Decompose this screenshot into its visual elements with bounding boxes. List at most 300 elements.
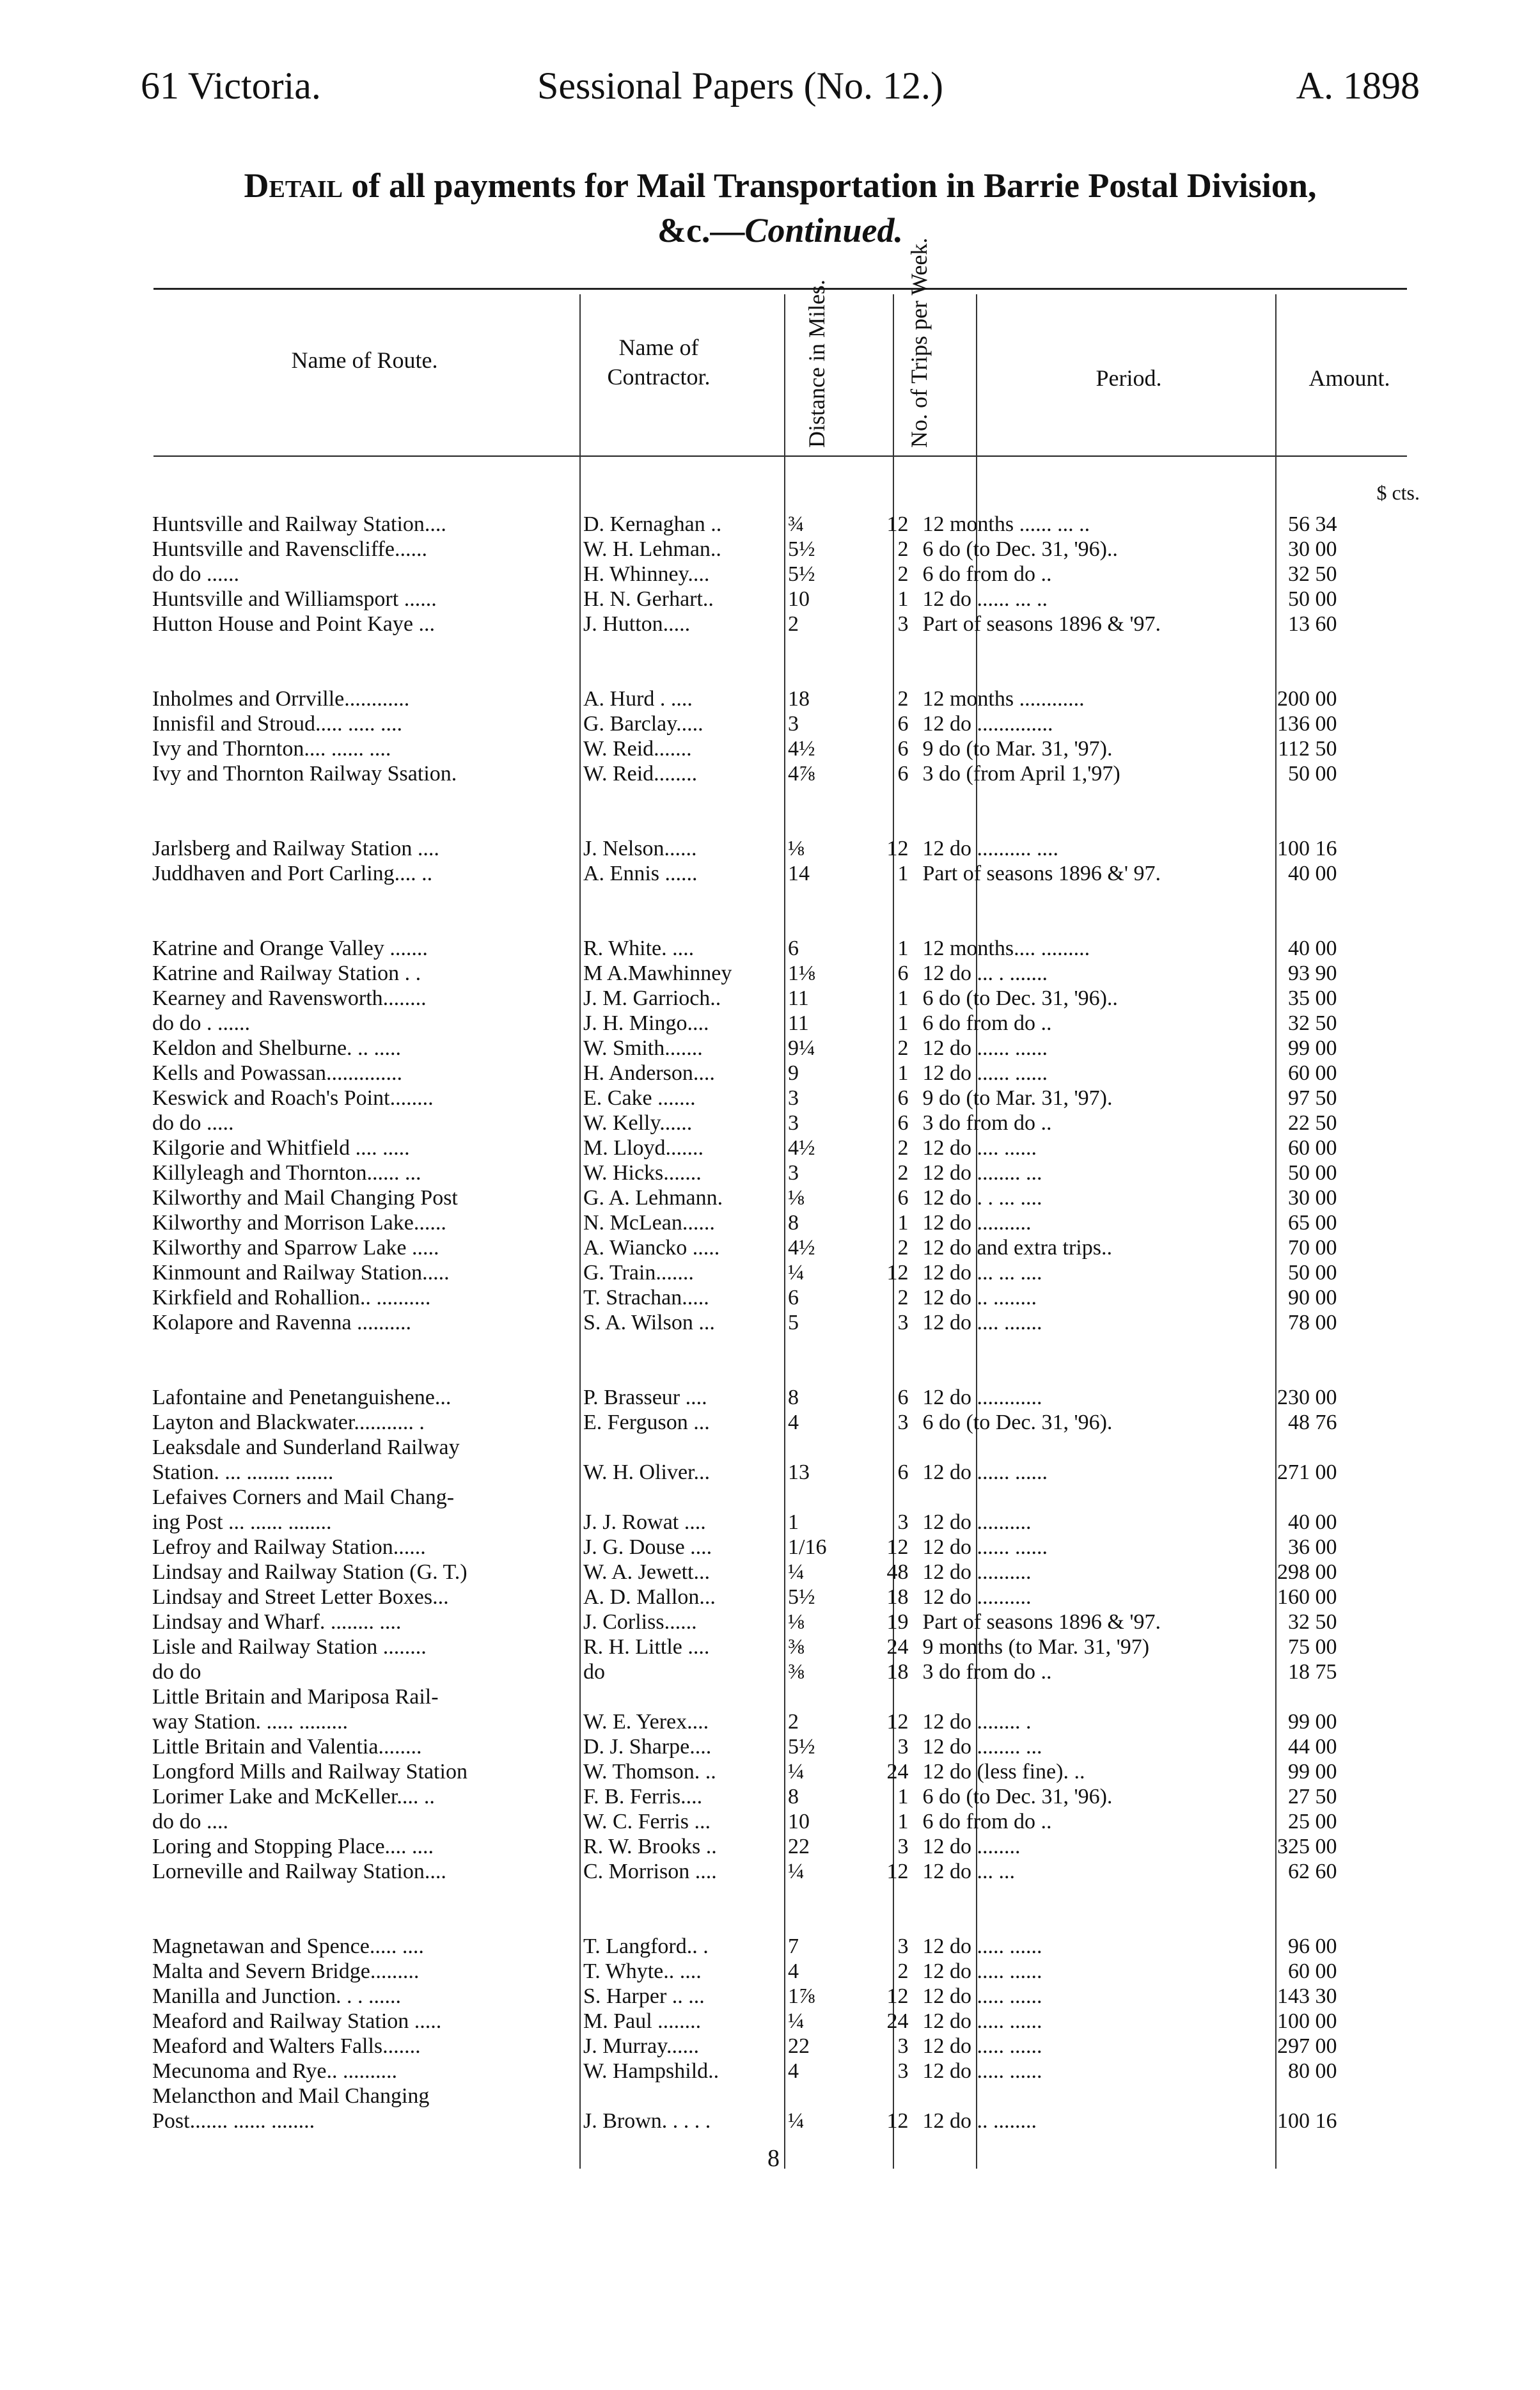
cell-route: Lindsay and Street Letter Boxes...	[152, 1585, 449, 1609]
table-row	[152, 1410, 1337, 1435]
cell-route: Magnetawan and Spence..... ....	[152, 1935, 424, 1958]
cell-amount: 65 00	[1287, 1211, 1337, 1235]
cell-route: Malta and Severn Bridge.........	[152, 1959, 420, 1983]
group-spacer	[152, 786, 1337, 836]
cell-amount: 70 00	[1287, 1236, 1337, 1260]
cell-contractor	[578, 1485, 783, 1510]
table-row	[152, 1136, 1337, 1160]
table-row	[152, 686, 1337, 711]
cell-route: Huntsville and Williamsport ......	[152, 587, 437, 611]
cell-contractor: R. W. Brooks ..	[583, 1835, 717, 1858]
cell-contractor: W. A. Jewett...	[583, 1560, 711, 1584]
cell-contractor: W. Hicks.......	[583, 1161, 702, 1185]
cell-period: 12 do ............	[922, 1386, 1042, 1409]
cell-route: Keswick and Roach's Point........	[152, 1086, 434, 1110]
cell-amount: 36 00	[1287, 1535, 1337, 1559]
table-row	[152, 1834, 1337, 1859]
table-row	[152, 1659, 1337, 1684]
table-row	[152, 2009, 1337, 2034]
cell-contractor: W. H. Oliver...	[583, 1460, 711, 1484]
cell-trips: 2	[897, 1136, 909, 1160]
cell-contractor: W. Hampshild..	[583, 2059, 719, 2083]
cell-route: Mecunoma and Rye.. ..........	[152, 2059, 397, 2083]
table-row	[152, 1485, 1337, 1510]
cell-period: 12 do ... . .......	[922, 962, 1048, 985]
cell-route: Meaford and Walters Falls.......	[152, 2034, 421, 2058]
cell-period: 6 do (to Dec. 31, '96).	[922, 1411, 1113, 1434]
cell-contractor: P. Brasseur ....	[583, 1386, 707, 1409]
cell-contractor: J. Brown. . . . .	[583, 2109, 711, 2133]
cell-contractor: J. Nelson......	[583, 837, 697, 860]
cell-contractor: T. Langford.. .	[583, 1935, 709, 1958]
cell-trips: 2	[897, 1036, 909, 1060]
cell-amount: 32 50	[1287, 1011, 1337, 1035]
cell-contractor: G. Barclay.....	[583, 712, 703, 736]
cell-trips: 3	[897, 612, 909, 636]
cell-route: Ivy and Thornton.... ...... ....	[152, 737, 391, 761]
cell-distance: ⅛	[788, 1186, 805, 1210]
cell-period: 12 do ... ... ....	[922, 1261, 1042, 1285]
cell-amount: 60 00	[1287, 1061, 1337, 1085]
cell-contractor: A. D. Mallon...	[583, 1585, 716, 1609]
cell-contractor: J. Corliss......	[583, 1610, 697, 1634]
cell-amount: 40 00	[1287, 1510, 1337, 1534]
cell-trips: 19	[886, 1610, 909, 1634]
cell-period: 9 do (to Mar. 31, '97).	[922, 737, 1113, 761]
cell-period: 3 do from do ..	[922, 1660, 1052, 1684]
cell-trips: 1	[897, 1211, 909, 1235]
cell-contractor: M. Lloyd.......	[583, 1136, 703, 1160]
cell-trips: 12	[886, 1261, 909, 1285]
cell-distance: 4½	[788, 737, 815, 761]
cell-trips: 24	[886, 1760, 909, 1784]
cell-contractor: W. Thomson. ..	[583, 1760, 716, 1784]
cell-route: Leaksdale and Sunderland Railway	[152, 1436, 460, 1459]
cell-contractor	[578, 2084, 783, 2109]
table-row	[152, 2034, 1337, 2059]
cell-distance	[783, 1684, 826, 1709]
cell-amount: 78 00	[1287, 1311, 1337, 1334]
cell-amount: 90 00	[1287, 1286, 1337, 1310]
cell-period: 12 do .. ........	[922, 1286, 1037, 1310]
cell-amount: 271 00	[1277, 1460, 1337, 1484]
table-row	[152, 711, 1337, 736]
cell-trips	[826, 1435, 917, 1460]
cell-route: Katrine and Railway Station . .	[152, 962, 421, 985]
cell-period: 12 do . . ... ....	[922, 1186, 1042, 1210]
cell-period: 6 do (to Dec. 31, '96)..	[922, 537, 1118, 561]
cell-contractor: D. J. Sharpe....	[583, 1735, 712, 1759]
cell-amount: 56 34	[1287, 512, 1337, 536]
cell-route: Kells and Powassan..............	[152, 1061, 402, 1085]
cell-distance	[783, 1485, 826, 1510]
cell-trips: 12	[886, 2109, 909, 2133]
cell-trips: 12	[886, 837, 909, 860]
cell-trips: 2	[897, 1236, 909, 1260]
cell-trips: 1	[897, 1061, 909, 1085]
cell-trips: 2	[897, 1161, 909, 1185]
table-row	[152, 936, 1337, 961]
cell-distance: 11	[788, 986, 809, 1010]
cell-amount: 30 00	[1287, 1186, 1337, 1210]
cell-contractor: S. Harper .. ...	[583, 1984, 705, 2008]
cell-distance: 8	[788, 1386, 799, 1409]
cell-trips: 1	[897, 1810, 909, 1833]
cell-period: 6 do (to Dec. 31, '96).	[922, 1785, 1113, 1808]
cell-trips: 6	[897, 962, 909, 985]
cell-amount	[1210, 1684, 1337, 1709]
cell-distance: 1⅞	[788, 1984, 815, 2008]
cell-trips: 6	[897, 1186, 909, 1210]
cell-contractor: T. Strachan.....	[583, 1286, 709, 1310]
cell-contractor: W. Reid.......	[583, 737, 692, 761]
cell-amount: 40 00	[1287, 862, 1337, 885]
cell-period: 12 months.... .........	[922, 937, 1090, 960]
cell-period: 9 months (to Mar. 31, '97)	[922, 1635, 1150, 1659]
cell-route: Kilworthy and Morrison Lake......	[152, 1211, 446, 1235]
cell-period: 12 do ... ...	[922, 1860, 1015, 1883]
cell-period: 12 do ...... ......	[922, 1535, 1048, 1559]
cell-amount: 50 00	[1287, 762, 1337, 786]
cell-contractor: T. Whyte.. ....	[583, 1959, 702, 1983]
table-row	[152, 1959, 1337, 1984]
cell-trips: 1	[897, 587, 909, 611]
cell-distance: 14	[788, 862, 810, 885]
cell-contractor: E. Cake .......	[583, 1086, 696, 1110]
table-row	[152, 587, 1337, 612]
title-etc: &c.—	[657, 211, 745, 249]
cell-route: Hutton House and Point Kaye ...	[152, 612, 435, 636]
table-row	[152, 1684, 1337, 1709]
cell-amount: 112 50	[1278, 737, 1337, 761]
cell-amount: 100 16	[1277, 837, 1337, 860]
table-row	[152, 1984, 1337, 2009]
table-row	[152, 2109, 1337, 2133]
table-row	[152, 537, 1337, 562]
cell-amount: 99 00	[1287, 1036, 1337, 1060]
cell-trips: 3	[897, 1311, 909, 1334]
col-head-trips: No. of Trips per Week.	[906, 237, 932, 448]
cell-period: 12 do ..... ......	[922, 1935, 1042, 1958]
cell-contractor	[578, 1684, 783, 1709]
cell-contractor: W. Reid........	[583, 762, 698, 786]
cell-period: 12 months ............	[922, 687, 1085, 711]
cell-contractor: S. A. Wilson ...	[583, 1311, 715, 1334]
cell-route: Kirkfield and Rohallion.. ..........	[152, 1286, 431, 1310]
table-row	[152, 986, 1337, 1011]
cell-amount: 143 30	[1277, 1984, 1337, 2008]
table-row	[152, 512, 1337, 537]
cell-trips: 3	[897, 1835, 909, 1858]
cell-distance: 1	[788, 1510, 799, 1534]
cell-distance: 4	[788, 1959, 799, 1983]
col-head-distance: Distance in Miles.	[804, 280, 829, 448]
table-row	[152, 1510, 1337, 1535]
table-title	[128, 163, 1433, 253]
cell-trips: 6	[897, 1460, 909, 1484]
table-row	[152, 1111, 1337, 1136]
cell-trips: 12	[886, 1860, 909, 1883]
spacer-cell	[152, 786, 1337, 836]
cell-amount: 80 00	[1287, 2059, 1337, 2083]
group-spacer	[152, 1335, 1337, 1385]
cell-period	[917, 2084, 1210, 2109]
table-row	[152, 1585, 1337, 1610]
cell-amount: 30 00	[1287, 537, 1337, 561]
cell-route: Post....... ...... ........	[152, 2109, 315, 2133]
cell-route: do do ....	[152, 1810, 228, 1833]
cell-contractor: W. E. Yerex....	[583, 1710, 709, 1734]
cell-amount: 297 00	[1277, 2034, 1337, 2058]
cell-period	[917, 1435, 1210, 1460]
cell-route: Little Britain and Valentia........	[152, 1735, 422, 1759]
cell-route: Inholmes and Orrville............	[152, 687, 410, 711]
cell-period: 12 months ...... ... ..	[922, 512, 1090, 536]
table-row	[152, 2059, 1337, 2084]
cell-contractor: R. White. ....	[583, 937, 695, 960]
cell-amount: 100 16	[1277, 2109, 1337, 2133]
cell-amount: 100 00	[1277, 2009, 1337, 2033]
cell-amount: 160 00	[1277, 1585, 1337, 1609]
cell-amount: 18 75	[1287, 1660, 1337, 1684]
cell-distance: 7	[788, 1935, 799, 1958]
cell-amount	[1210, 2084, 1337, 2109]
cell-amount: 35 00	[1287, 986, 1337, 1010]
cell-contractor: N. McLean......	[583, 1211, 715, 1235]
cell-distance: 11	[788, 1011, 809, 1035]
cell-amount: 32 50	[1287, 562, 1337, 586]
cell-contractor: H. N. Gerhart..	[583, 587, 714, 611]
cell-contractor: G. Train.......	[583, 1261, 694, 1285]
table-row	[152, 2084, 1337, 2109]
cell-route: Manilla and Junction. . . ......	[152, 1984, 402, 2008]
table-row	[152, 1709, 1337, 1734]
table-row	[152, 1460, 1337, 1485]
table-row	[152, 1784, 1337, 1809]
cell-distance: 1/16	[788, 1535, 827, 1559]
cell-trips: 18	[886, 1660, 909, 1684]
cell-distance: 8	[788, 1211, 799, 1235]
col-head-amount: Amount.	[1308, 365, 1390, 391]
cell-route: Kinmount and Railway Station.....	[152, 1261, 450, 1285]
table-row	[152, 1260, 1337, 1285]
cell-contractor: J. H. Mingo....	[583, 1011, 709, 1035]
cell-route: Layton and Blackwater........... .	[152, 1411, 425, 1434]
cell-trips: 1	[897, 937, 909, 960]
cell-period: 12 do ..........	[922, 1211, 1032, 1235]
cell-route: Katrine and Orange Valley .......	[152, 937, 428, 960]
cell-amount: 22 50	[1287, 1111, 1337, 1135]
cell-distance: ¼	[788, 1560, 805, 1584]
cell-trips: 3	[897, 2034, 909, 2058]
cell-amount: 99 00	[1287, 1710, 1337, 1734]
cell-trips	[826, 2084, 917, 2109]
cell-trips: 1	[897, 1011, 909, 1035]
cell-contractor: H. Whinney....	[583, 562, 710, 586]
table-row	[152, 612, 1337, 637]
table-row	[152, 836, 1337, 861]
cell-amount: 50 00	[1287, 587, 1337, 611]
cell-distance: 3	[788, 1161, 799, 1185]
top-rule	[153, 288, 1407, 290]
cell-amount: 48 76	[1287, 1411, 1337, 1434]
cell-period: Part of seasons 1896 & '97.	[922, 612, 1161, 636]
cell-route: Innisfil and Stroud..... ..... ....	[152, 712, 402, 736]
cell-trips: 12	[886, 1535, 909, 1559]
cell-amount: 62 60	[1287, 1860, 1337, 1883]
cell-distance: 5½	[788, 1735, 815, 1759]
cell-amount: 93 90	[1287, 962, 1337, 985]
cell-distance: 22	[788, 2034, 810, 2058]
table-row	[152, 1285, 1337, 1310]
table-row	[152, 1160, 1337, 1185]
cell-distance: 3	[788, 1086, 799, 1110]
cell-period: 12 do ..... ......	[922, 2034, 1042, 2058]
cell-contractor: W. Kelly......	[583, 1111, 693, 1135]
table-row	[152, 1310, 1337, 1335]
cell-period: Part of seasons 1896 & '97.	[922, 1610, 1161, 1634]
cell-route: Little Britain and Mariposa Rail-	[152, 1685, 439, 1709]
cell-route: Lefaives Corners and Mail Chang-	[152, 1485, 455, 1509]
cell-period: 6 do from do ..	[922, 1810, 1052, 1833]
cell-distance: 5½	[788, 537, 815, 561]
cell-distance: ¼	[788, 1860, 805, 1883]
cell-distance: 4	[788, 2059, 799, 2083]
cell-route: do do ......	[152, 562, 239, 586]
cell-contractor: R. H. Little ....	[583, 1635, 710, 1659]
cell-amount	[1210, 1485, 1337, 1510]
cell-amount: 97 50	[1287, 1086, 1337, 1110]
cell-route: Ivy and Thornton Railway Ssation.	[152, 762, 457, 786]
cell-amount: 40 00	[1287, 937, 1337, 960]
cell-period: 12 do ...... ......	[922, 1036, 1048, 1060]
cell-period: 12 do ..........	[922, 1510, 1032, 1534]
cell-trips: 2	[897, 537, 909, 561]
cell-contractor: J. M. Garrioch..	[583, 986, 721, 1010]
cell-distance: 4½	[788, 1236, 815, 1260]
cell-period: 12 do .... ......	[922, 1136, 1037, 1160]
cell-period: 12 do ...... ......	[922, 1061, 1048, 1085]
cell-period: 12 do ..........	[922, 1560, 1032, 1584]
cell-amount: 136 00	[1277, 712, 1337, 736]
cell-amount: 44 00	[1287, 1735, 1337, 1759]
cell-trips: 6	[897, 1386, 909, 1409]
cell-distance: 5½	[788, 562, 815, 586]
cell-trips: 18	[886, 1585, 909, 1609]
cell-route: Longford Mills and Railway Station	[152, 1760, 468, 1784]
cell-contractor: W. C. Ferris ...	[583, 1810, 711, 1833]
cell-amount: 230 00	[1277, 1386, 1337, 1409]
spacer-cell	[152, 1335, 1337, 1385]
col-head-period: Period.	[1096, 365, 1162, 391]
cell-period: 12 do ..............	[922, 712, 1053, 736]
cell-distance	[783, 1435, 826, 1460]
cell-distance: 4	[788, 1411, 799, 1434]
cell-distance: 6	[788, 937, 799, 960]
cell-amount: 96 00	[1287, 1935, 1337, 1958]
cell-amount: 60 00	[1287, 1136, 1337, 1160]
cell-distance: ¾	[788, 512, 805, 536]
cell-amount	[1210, 1435, 1337, 1460]
cell-amount: 75 00	[1287, 1635, 1337, 1659]
cell-route: Kilworthy and Mail Changing Post	[152, 1186, 458, 1210]
cell-trips: 1	[897, 862, 909, 885]
cell-contractor: M A.Mawhinney	[583, 962, 732, 985]
cell-period: 12 do ..... ......	[922, 2009, 1042, 2033]
col-head-contractor: Name of Contractor.	[607, 335, 711, 390]
cell-period: 12 do ........ ...	[922, 1161, 1042, 1185]
cell-route: Lisle and Railway Station ........	[152, 1635, 427, 1659]
cell-distance: 5	[788, 1311, 799, 1334]
cell-period: 9 do (to Mar. 31, '97).	[922, 1086, 1113, 1110]
cell-trips: 3	[897, 1411, 909, 1434]
title-continued: Continued.	[744, 211, 904, 249]
payments-table-body	[152, 512, 1337, 2133]
cell-amount: 99 00	[1287, 1760, 1337, 1784]
table-row	[152, 1210, 1337, 1235]
cell-period: 12 do ........ .	[922, 1710, 1032, 1734]
cell-period: 6 do from do ..	[922, 1011, 1052, 1035]
cell-period: 12 do .. ........	[922, 2109, 1037, 2133]
cell-trips: 12	[886, 512, 909, 536]
group-spacer	[152, 886, 1337, 936]
cell-route: Lorneville and Railway Station....	[152, 1860, 446, 1883]
cell-amount: 298 00	[1277, 1560, 1337, 1584]
cell-contractor: A. Ennis ......	[583, 862, 698, 885]
cell-distance: 10	[788, 587, 810, 611]
cell-trips: 3	[897, 1935, 909, 1958]
cell-trips: 2	[897, 1959, 909, 1983]
cell-period: 12 do ..... ......	[922, 1959, 1042, 1983]
cell-route: Jarlsberg and Railway Station ....	[152, 837, 439, 860]
table-row	[152, 1610, 1337, 1634]
cell-trips: 6	[897, 737, 909, 761]
cell-contractor: A. Wiancko .....	[583, 1236, 720, 1260]
cell-distance: 4½	[788, 1136, 815, 1160]
cell-distance: 13	[788, 1460, 810, 1484]
cell-route: do do	[152, 1660, 201, 1684]
cell-route: Loring and Stopping Place.... ....	[152, 1835, 434, 1858]
cell-period	[917, 1684, 1210, 1709]
cell-trips	[826, 1485, 917, 1510]
cell-period: Part of seasons 1896 &' 97.	[922, 862, 1161, 885]
cell-distance: ¼	[788, 2009, 805, 2033]
cell-trips	[826, 1684, 917, 1709]
cell-distance: ⅜	[788, 1660, 805, 1684]
cell-amount: 200 00	[1277, 687, 1337, 711]
cell-period: 12 do ...... ......	[922, 1460, 1048, 1484]
cell-route: Huntsville and Ravenscliffe......	[152, 537, 427, 561]
cell-period: 3 do from do ..	[922, 1111, 1052, 1135]
table-row	[152, 1934, 1337, 1959]
cell-route: Kilworthy and Sparrow Lake .....	[152, 1236, 439, 1260]
cell-route: do do . ......	[152, 1011, 250, 1035]
cell-distance: ¼	[788, 2109, 805, 2133]
cell-contractor: M. Paul ........	[583, 2009, 702, 2033]
cell-contractor: D. Kernaghan ..	[583, 512, 722, 536]
cell-trips: 48	[886, 1560, 909, 1584]
spacer-cell	[152, 637, 1337, 686]
table-row	[152, 1634, 1337, 1659]
cell-route: Kolapore and Ravenna ..........	[152, 1311, 412, 1334]
cell-contractor: H. Anderson....	[583, 1061, 715, 1085]
cell-amount: 27 50	[1287, 1785, 1337, 1808]
cell-period: 12 do ........ ...	[922, 1735, 1042, 1759]
cell-route: way Station. ..... .........	[152, 1710, 348, 1734]
table-row	[152, 1809, 1337, 1834]
cell-contractor: C. Morrison ....	[583, 1860, 717, 1883]
cell-period: 12 do ........	[922, 1835, 1021, 1858]
